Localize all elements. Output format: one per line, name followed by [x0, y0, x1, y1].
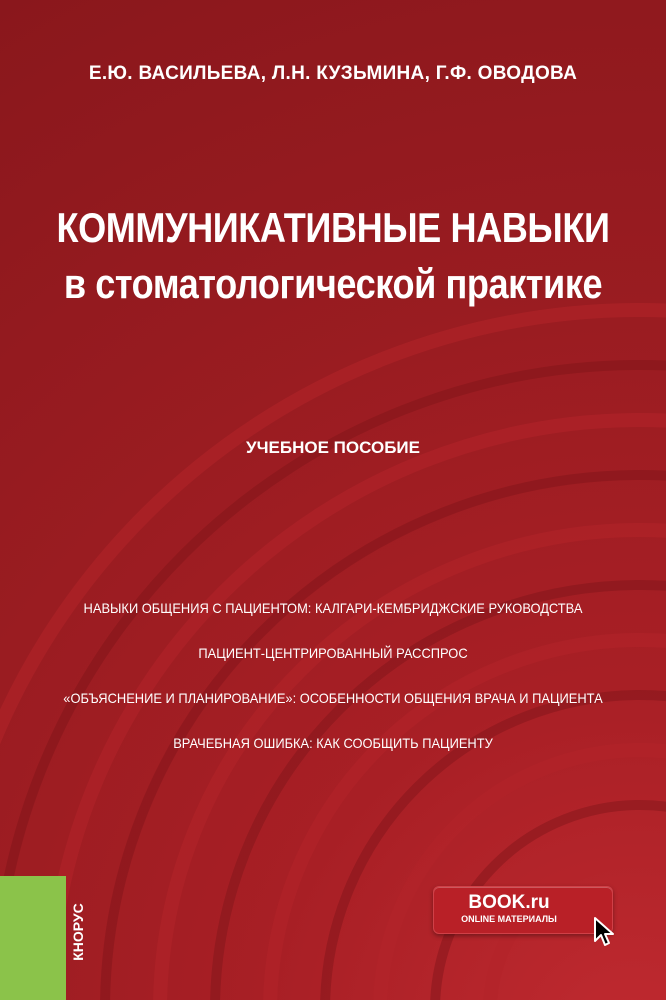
authors: Е.Ю. ВАСИЛЬЕВА, Л.Н. КУЗЬМИНА, Г.Ф. ОВОДОВА	[88, 63, 578, 84]
topics-list	[0, 598, 666, 778]
publisher-name: КНОРУС	[70, 903, 86, 961]
title-line-1: КОММУНИКАТИВНЫЕ НАВЫКИ	[56, 204, 610, 251]
book-type: УЧЕБНОЕ ПОСОБИЕ	[246, 438, 420, 457]
book-title	[47, 200, 620, 312]
book-ru-logo: BOOK.ru	[468, 892, 550, 913]
title-line-2: в стоматологической практике	[63, 260, 603, 307]
topic-item: «ОБЪЯСНЕНИЕ И ПЛАНИРОВАНИЕ»: ОСОБЕННОСТИ ОБЩЕНИЯ ВРАЧА И ПАЦИЕНТА	[63, 690, 603, 706]
topic-item: ПАЦИЕНТ-ЦЕНТРИРОВАННЫЙ РАССПРОС	[198, 645, 468, 661]
topic-item: НАВЫКИ ОБЩЕНИЯ С ПАЦИЕНТОМ: КАЛГАРИ-КЕМБРИДЖСКИЕ РУКОВОДСТВА	[83, 600, 583, 616]
arrow-cursor-icon	[593, 916, 615, 948]
green-spine-strip	[0, 876, 66, 1000]
book-ru-badge[interactable]	[433, 886, 613, 934]
publisher-label	[66, 780, 90, 1000]
topic-item: ВРАЧЕБНАЯ ОШИБКА: КАК СООБЩИТЬ ПАЦИЕНТУ	[173, 735, 493, 751]
book-ru-subtitle: ONLINE МАТЕРИАЛЫ	[461, 914, 557, 924]
